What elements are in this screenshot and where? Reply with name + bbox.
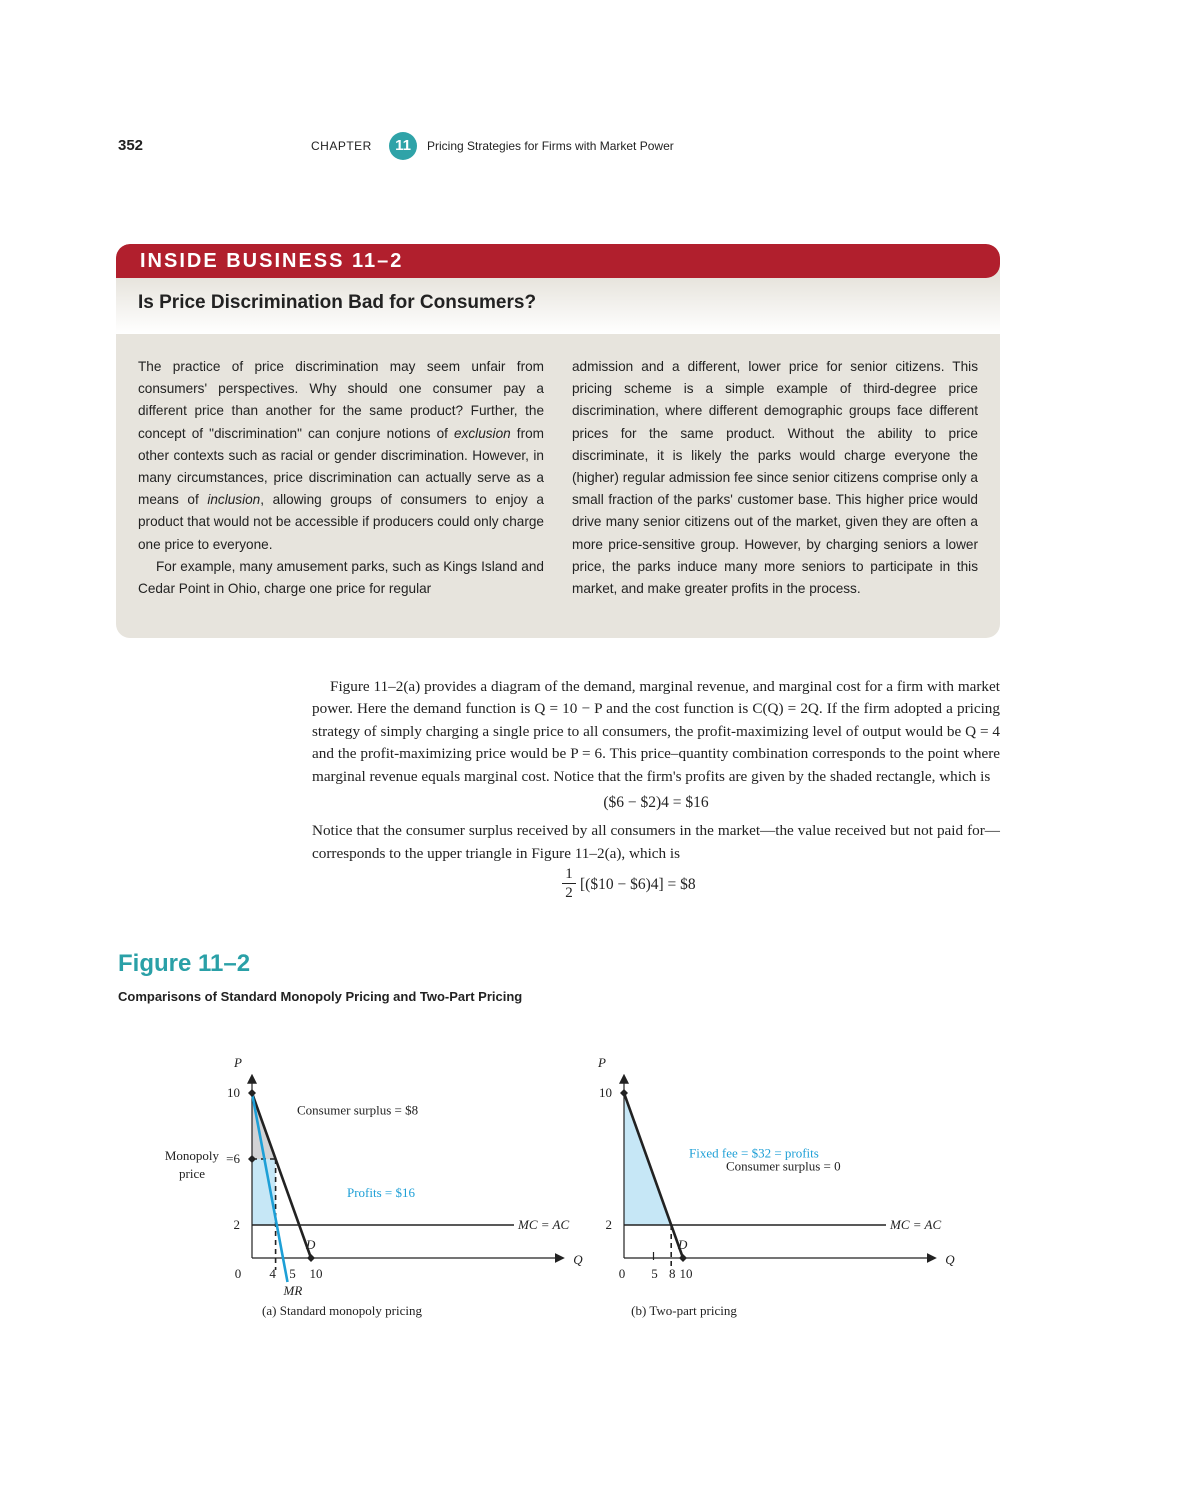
demand-label: D [678,1237,688,1252]
profits-label: Profits = $16 [347,1184,416,1200]
x-tick-5: 5 [289,1266,296,1281]
x-axis-label: Q [573,1252,583,1267]
chart-a [165,1055,583,1318]
box-paragraph-2: For example, many amusement parks, such as Kings Island and Cedar Point in Ohio, charge one price for regular [138,558,544,597]
x-tick-0: 0 [234,1266,242,1281]
inside-business-headline: Is Price Discrimination Bad for Consumers? [138,292,537,313]
point-p10 [620,1089,628,1097]
point-q10 [307,1254,315,1262]
box-paragraph-3: admission and a different, lower price for senior citizens. This pricing scheme is a simple example of third-degree price discrimination, where different demographic groups face different prices for the same product. Without the ability to price discriminate, it is likely the parks would charge everyone the (higher) regular admission fee since senior citizens comprise only a small fraction of the parks' customer base. This higher price would drive many senior citizens out of the market, given they are often a more price-sensitive group. However, by charging seniors a lower price, the parks induce many more seniors to participate in this market, and make greater profits in the process. [572,359,978,597]
y-axis-label: P [234,1054,242,1070]
chart-b [597,1055,955,1318]
profit-rectangle [252,1159,276,1225]
inside-business-label: INSIDE BUSINESS 11–2 [140,250,404,272]
fixed-fee-label: Fixed fee = $32 = profits [689,1145,819,1161]
box-paragraph-1: The practice of price discrimination may seem unfair from consumers' perspectives. Why should one consumer pay a different price than another for the same product? Further, the concept of "discrimination" can conjure notions of exclusion from other contexts such as racial or gender discrimination. However, in many circumstances, price discrimination can actually serve as a means of inclusion, allowing groups of consumers to enjoy a product that would not be accessible if producers could only charge one price to everyone. [138,359,544,552]
monopoly-price-note-2: price [179,1166,205,1181]
demand-label: D [306,1237,316,1252]
chapter-label: CHAPTER [311,139,372,153]
mr-label: MR [283,1283,303,1298]
page-number: 352 [118,137,144,154]
body-paragraph-2: Notice that the consumer surplus received by all consumers in the market—the value received but not paid for—corresponds to the upper triangle in Figure 11–2(a), which is [312,822,1000,862]
inside-business-box [116,244,1000,638]
chapter-number-badge: 11 [389,132,417,160]
point-q10 [679,1254,687,1262]
x-tick-4: 4 [269,1266,276,1281]
fraction-numerator: 1 [562,865,576,884]
box-column-right [572,356,978,600]
equation-profits: ($6 − $2)4 = $16 [603,794,709,812]
figure-caption: Comparisons of Standard Monopoly Pricing and Two-Part Pricing [118,989,523,1004]
consumer-surplus-label: Consumer surplus = $8 [297,1102,419,1118]
y-tick-2: 2 [605,1217,612,1232]
box-column-left [138,356,544,600]
chart-b-subtitle: (b) Two-part pricing [631,1303,737,1318]
chapter-title: Pricing Strategies for Firms with Market Power [427,139,674,153]
equation-consumer-surplus [312,865,1000,913]
monopoly-price-note-1: Monopoly [164,1148,219,1163]
y-axis-label: P [598,1054,606,1070]
figure-label: Figure 11–2 [118,950,251,977]
y-tick-10: 10 [599,1085,612,1100]
mc-ac-label: MC = AC [518,1217,570,1232]
consumer-surplus-label: Consumer surplus = 0 [726,1158,841,1174]
x-tick-10: 10 [679,1266,693,1281]
y-tick-10: 10 [227,1085,240,1100]
x-tick-8: 8 [668,1266,676,1281]
fraction-denominator: 2 [565,885,573,902]
fraction-one-half [562,865,576,902]
y-tick-6: =6 [226,1151,240,1166]
body-paragraph-1: Figure 11–2(a) provides a diagram of the demand, marginal revenue, and marginal cost for a firm with market power. Here the demand function is Q = 10 − P and the cost function is C(Q) = 2Q. If the firm adopted a pricing strategy of simply charging a single price to all consumers, the profit-maximizing level of output would be Q = 4 and the profit-maximizing price would be P = 6. This price–quantity combination corresponds to the point where marginal revenue equals marginal cost. Notice that the firm's profits are given by the shaded rectangle, which is [312,678,1000,785]
x-axis-label: Q [945,1252,955,1267]
mc-ac-label: MC = AC [890,1217,942,1232]
x-tick-5: 5 [651,1266,658,1281]
point-p10 [248,1089,256,1097]
equation-rest: [($10 − $6)4] = $8 [580,876,696,894]
x-tick-10: 10 [309,1266,323,1281]
x-tick-0: 0 [618,1266,626,1281]
y-tick-2: 2 [233,1217,240,1232]
chart-a-subtitle: (a) Standard monopoly pricing [262,1303,422,1318]
figure-charts [0,1010,1200,1330]
body-text [312,676,1000,913]
